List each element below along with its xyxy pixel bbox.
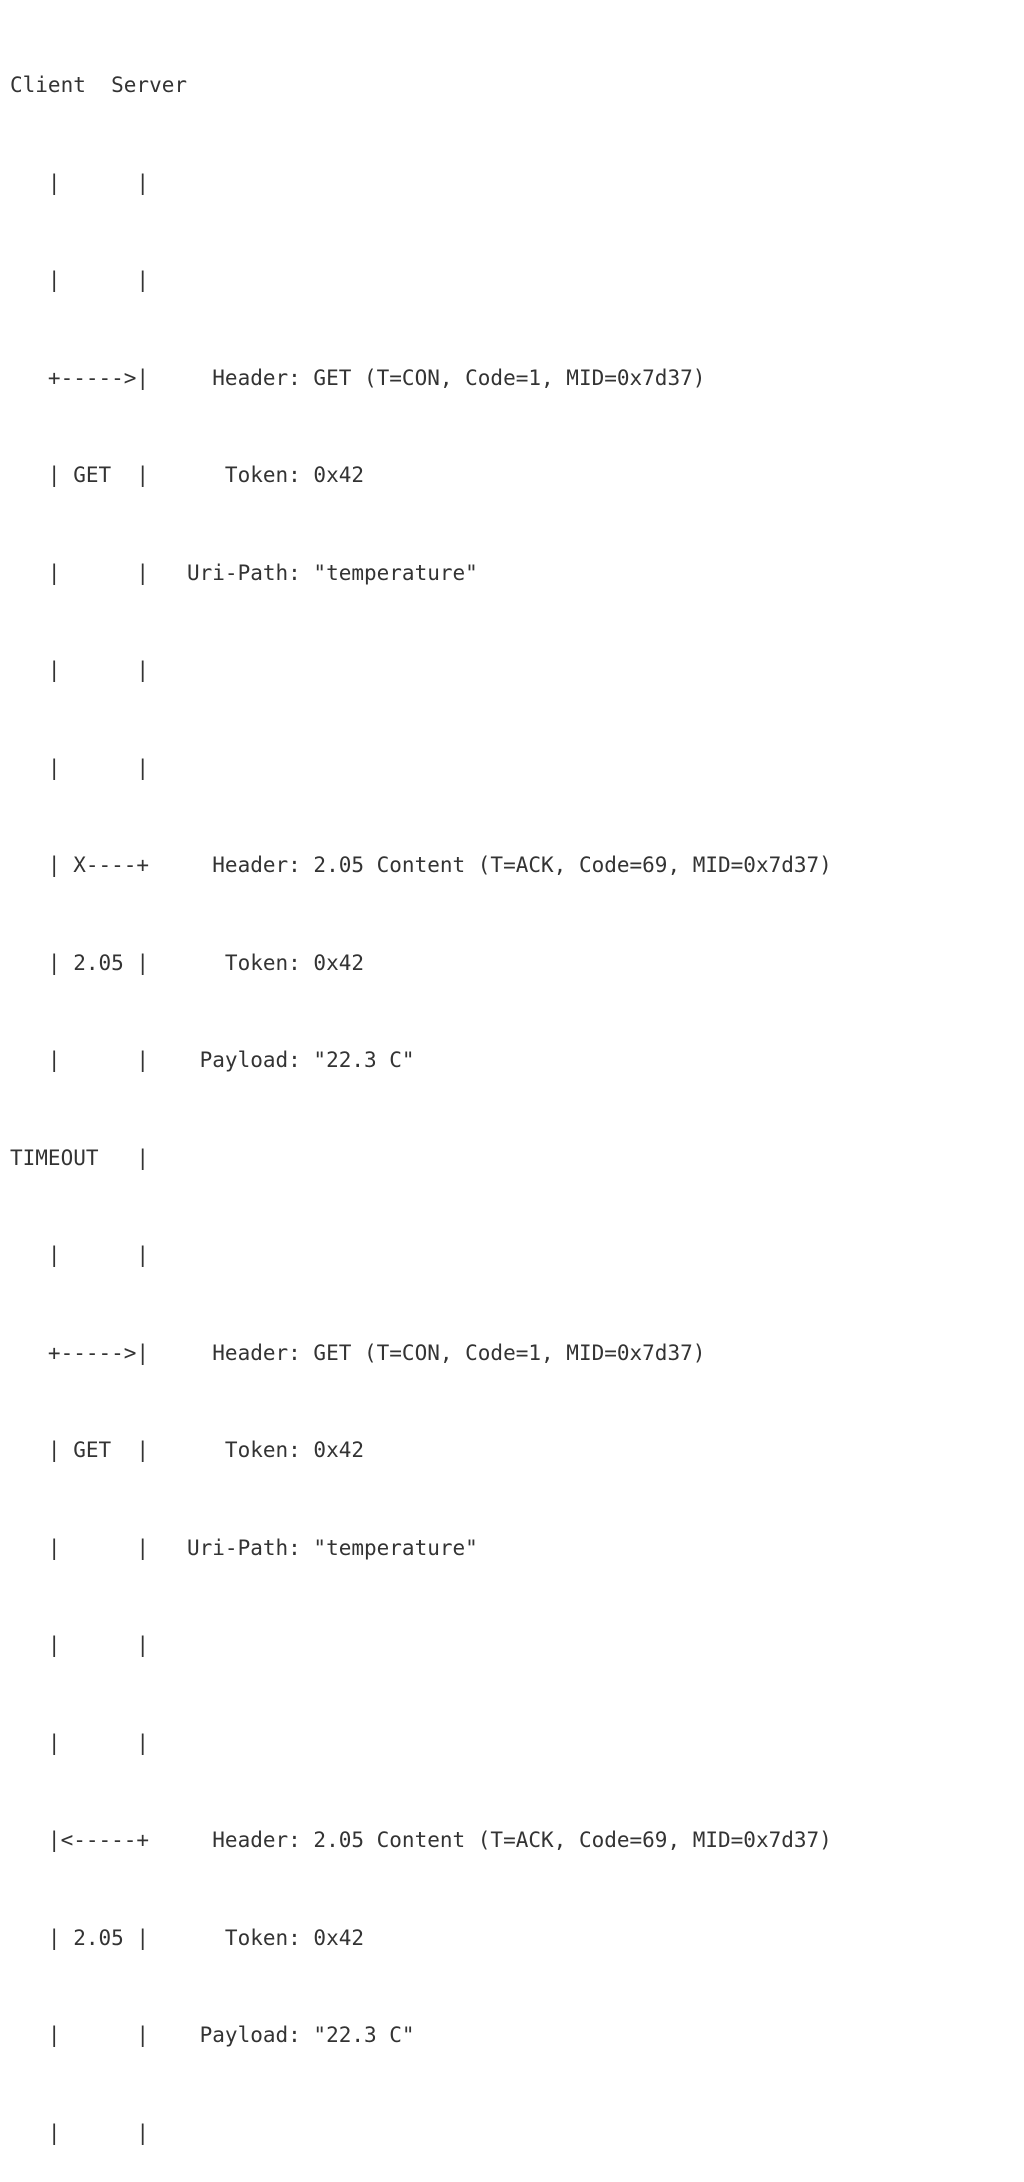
request-get-2-uripath: | | Uri-Path: "temperature" xyxy=(10,1535,478,1560)
header-client-server: Client Server xyxy=(10,73,188,97)
response-received: |<-----+ Header: 2.05 Content (T=ACK, Code=69, MID=0x7d37) xyxy=(10,1828,832,1852)
request-get-2-token: | GET | Token: 0x42 xyxy=(10,1438,365,1462)
lifeline-row: | | xyxy=(10,1730,150,1755)
response-received-token: | 2.05 | Token: 0x42 xyxy=(10,1925,365,1950)
lifeline-row: | | xyxy=(10,1633,150,1657)
timeout-label: TIMEOUT | xyxy=(10,1145,150,1170)
lifeline-row: | | xyxy=(10,2120,150,2145)
request-get-1-uripath: | | Uri-Path: "temperature" xyxy=(10,560,478,585)
response-lost-payload: | | Payload: "22.3 C" xyxy=(10,1048,415,1072)
response-lost-token: | 2.05 | Token: 0x42 xyxy=(10,950,365,975)
lifeline-row: | | xyxy=(10,658,150,682)
request-get-1: +----->| Header: GET (T=CON, Code=1, MID=0x7d37) xyxy=(10,365,706,390)
response-received-payload: | | Payload: "22.3 C" xyxy=(10,2023,415,2047)
lifeline-row: | | xyxy=(10,170,150,195)
lifeline-row: | | xyxy=(10,1243,150,1267)
response-lost: | X----+ Header: 2.05 Content (T=ACK, Code=69, MID=0x7d37) xyxy=(10,853,832,877)
lifeline-row: | | xyxy=(10,268,150,292)
lifeline-row: | | xyxy=(10,755,150,780)
request-get-2: +----->| Header: GET (T=CON, Code=1, MID=0x7d37) xyxy=(10,1340,706,1365)
request-get-1-token: | GET | Token: 0x42 xyxy=(10,463,365,487)
